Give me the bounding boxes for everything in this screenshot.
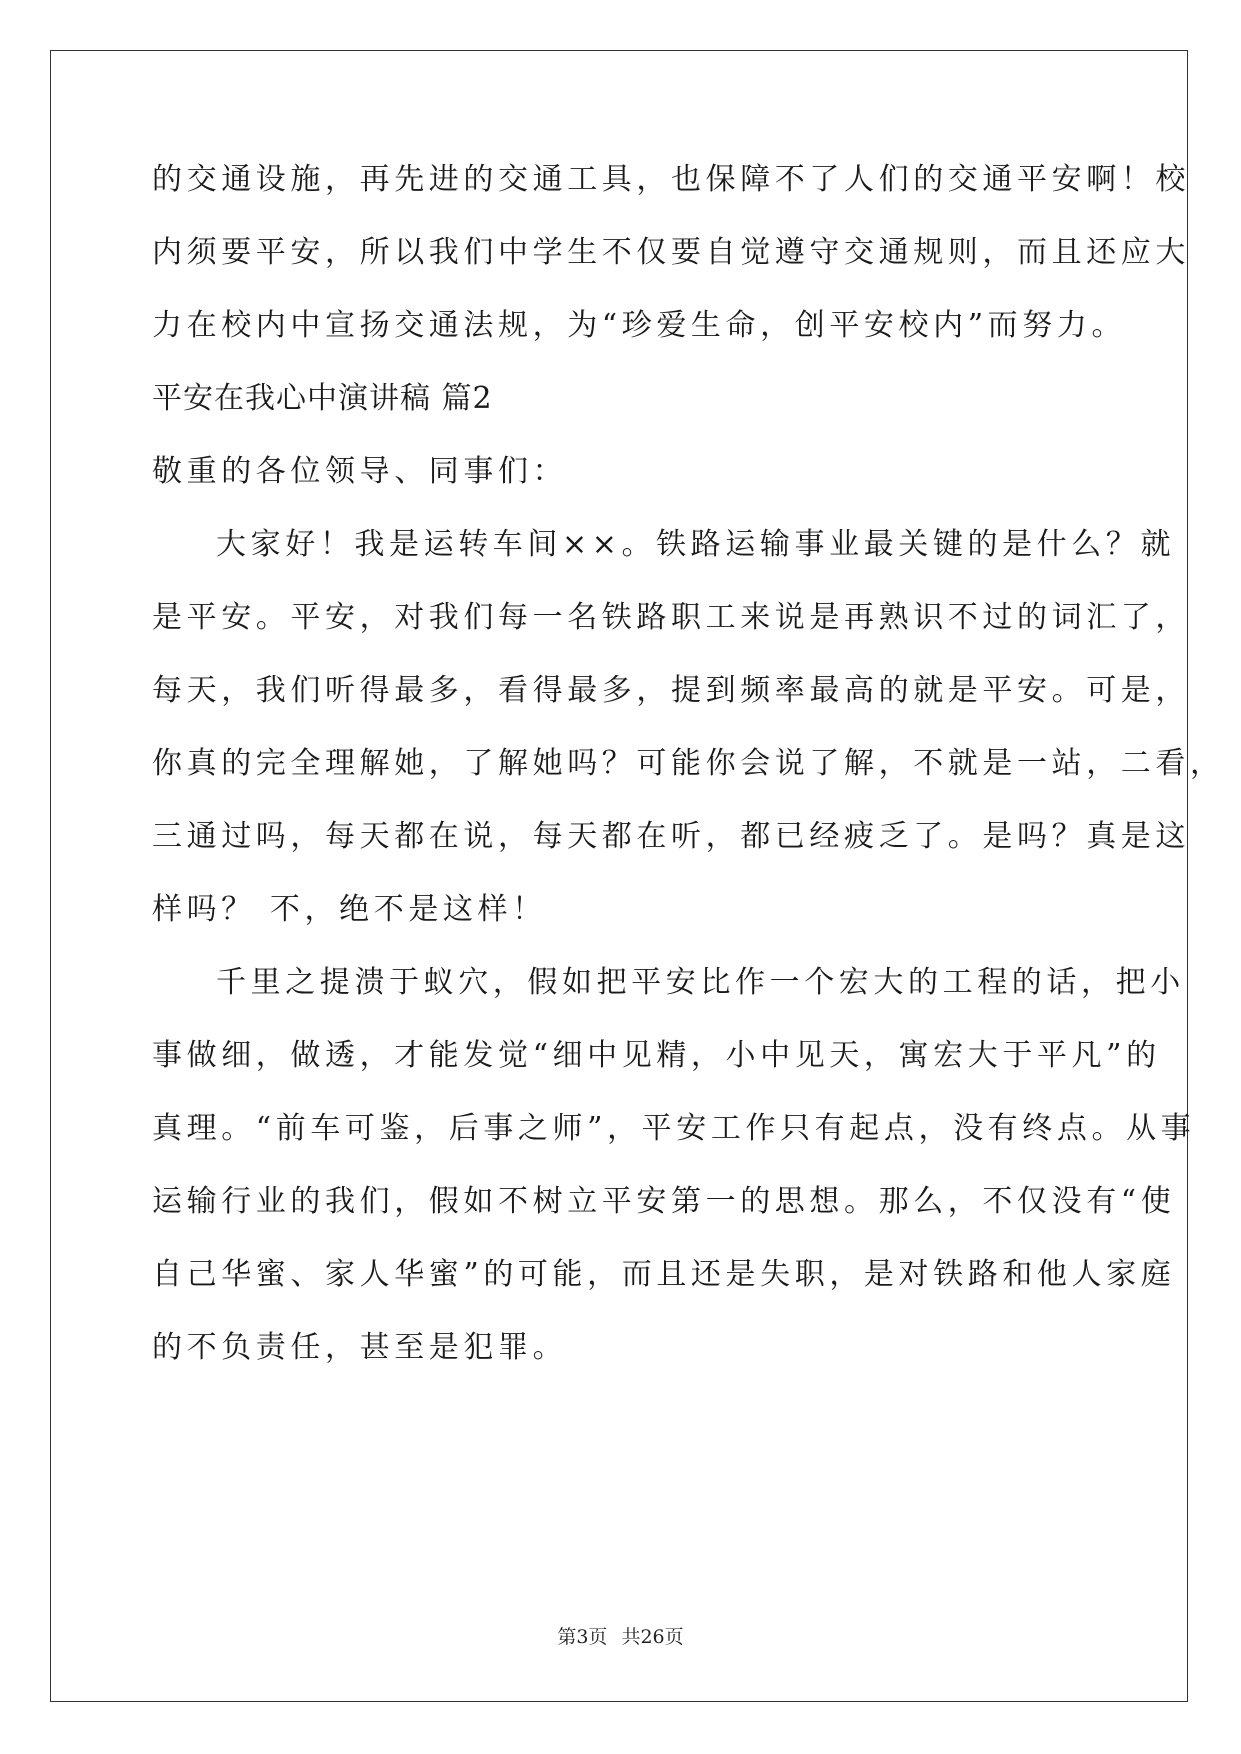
- text-line: 的交通设施，再先进的交通工具，也保障不了人们的交通平安啊！校: [152, 162, 1190, 197]
- text-line: 大家好！我是运转车间××。铁路运输事业最关键的是什么？就: [216, 527, 1176, 562]
- salutation: 敬重的各位领导、同事们：: [152, 454, 568, 489]
- text-line: 每天，我们听得最多，看得最多，提到频率最高的就是平安。可是，: [152, 673, 1190, 708]
- text-line: 的不负责任，甚至是犯罪。: [152, 1330, 568, 1365]
- text-line: 是平安。平安，对我们每一名铁路职工来说是再熟识不过的词汇了，: [152, 600, 1190, 635]
- page-number: 第3页: [557, 1626, 608, 1648]
- page-border: [50, 50, 1188, 1702]
- text-line: 内须要平安，所以我们中学生不仅要自觉遵守交通规则，而且还应大: [152, 235, 1190, 270]
- text-line: 运输行业的我们，假如不树立平安第一的思想。那么，不仅没有“使: [152, 1184, 1176, 1219]
- text-line: 自己华蜜、家人华蜜”的可能，而且还是失职，是对铁路和他人家庭: [152, 1257, 1176, 1292]
- text-line: 真理。“前车可鉴，后事之师”，平安工作只有起点，没有终点。从事: [152, 1111, 1196, 1146]
- text-line: 样吗？ 不，绝不是这样！: [152, 892, 547, 927]
- page-footer: [0, 1622, 1241, 1649]
- text-line: 三通过吗，每天都在说，每天都在听，都已经疲乏了。是吗？真是这: [152, 819, 1190, 854]
- text-line: 力在校内中宣扬交通法规，为“珍爱生命，创平安校内”而努力。: [152, 308, 1127, 343]
- text-line: 事做细，做透，才能发觉“细中见精，小中见天，寓宏大于平凡”的: [152, 1038, 1161, 1073]
- page-total: 共26页: [621, 1626, 684, 1648]
- section-heading: 平安在我心中演讲稿 篇2: [152, 381, 493, 416]
- text-line: 千里之提溃于蚁穴，假如把平安比作一个宏大的工程的话，把小: [216, 965, 1185, 1000]
- text-line: 你真的完全理解她，了解她吗？可能你会说了解，不就是一站，二看，: [152, 746, 1225, 781]
